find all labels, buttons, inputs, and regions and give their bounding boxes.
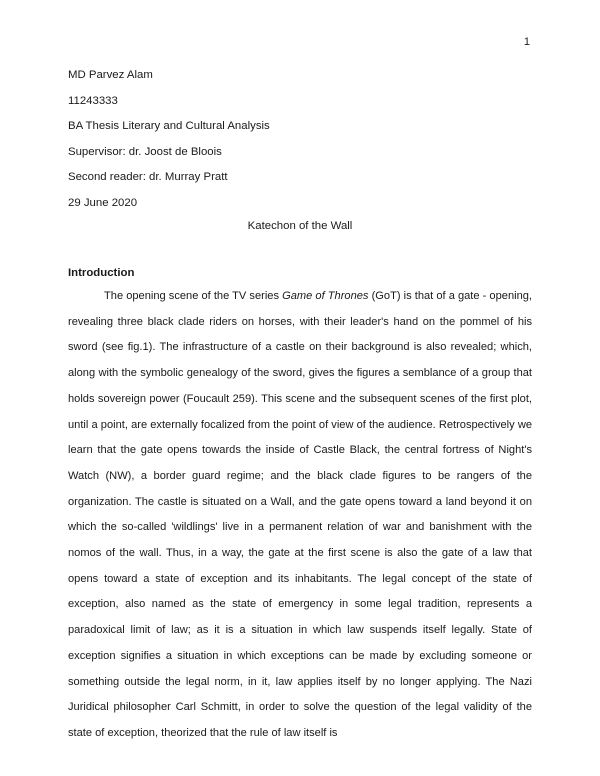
second-reader-line: Second reader: dr. Murray Pratt — [68, 171, 228, 183]
body-paragraph — [68, 284, 532, 747]
supervisor-line: Supervisor: dr. Joost de Bloois — [68, 145, 222, 158]
paragraph-text-start: The opening scene of the TV series — [104, 290, 283, 302]
student-id: 11243333 — [68, 94, 118, 107]
submission-date: 29 June 2020 — [68, 196, 138, 209]
section-heading: Introduction — [68, 267, 135, 279]
author-info-block — [68, 67, 270, 220]
author-name: MD Parvez Alam — [68, 69, 153, 81]
paragraph-text-rest: (GoT) is that of a gate - opening, revealing three black clade riders on horses, with their leader's hand on the pommel of his sword (see fig.1). The infrastructure of a castle on their background is also revealed; which, along with the symbolic genealogy of the sword, gives the figures a semblance of a group that holds sovereign power (Foucault 259). This scene and the subsequent scenes of the first plot, until a point, are externally focalized from the point of view of the audience. Retrospectively we learn that the gate opens towards the inside of Castle Black, the central fortress of Night's Watch (NW), a border guard regime; and the black clade figures to be rangers of the organization. The castle is situated on a Wall, and the gate opens toward a land beyond it on which the so-called 'wildlings' live in a permanent relation of war and banishment with the nomos of the wall. Thus, in a way, the gate at the first scene is also the gate of a law that opens toward a state of exception and its inhabitants. The legal concept of the state of exception, also named as the state of emergency in some legal tradition, represents a paradoxical limit of law; as it is a situation in which law suspends itself legally. State of exception signifies a situation in which exceptions can be made by excluding someone or something outside the legal norm, in it, law applies itself by no longer applying. The Nazi Juridical philosopher Carl Schmitt, in order to solve the question of the legal validity of the state of exception, theorized that the rule of law itself is — [68, 290, 532, 739]
italic-series-title: Game of Thrones — [282, 290, 369, 302]
program-name: BA Thesis Literary and Cultural Analysis — [68, 120, 270, 132]
page-number: 1 — [523, 36, 530, 48]
document-title: Katechon of the Wall — [247, 220, 353, 232]
